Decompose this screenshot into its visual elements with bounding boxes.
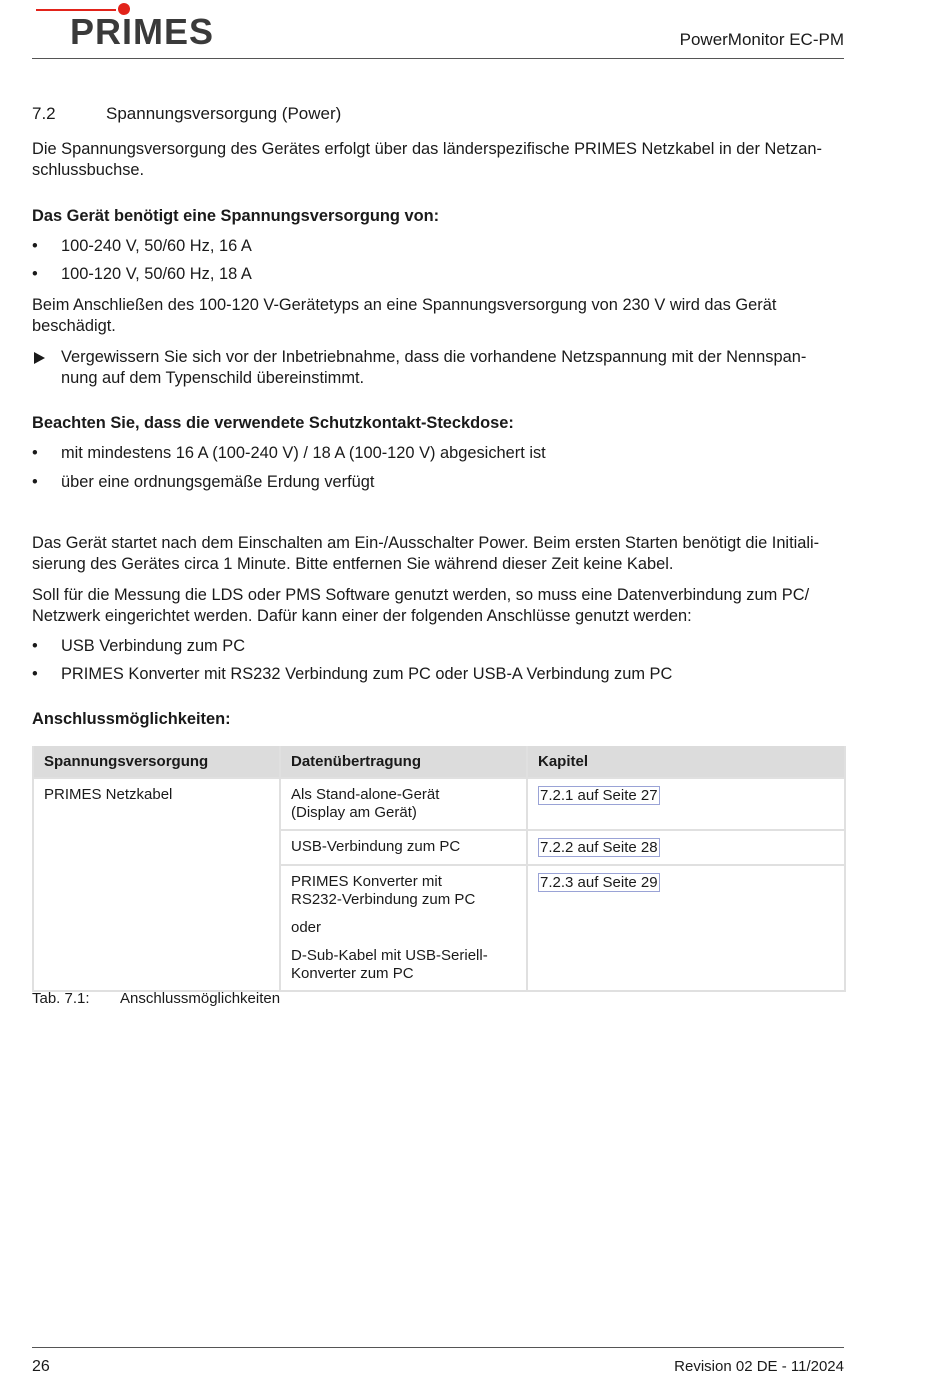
chapter-cell bbox=[527, 830, 845, 865]
list-item-text: USB Verbindung zum PC bbox=[61, 637, 246, 655]
transfer-cell bbox=[280, 865, 527, 991]
table-row bbox=[33, 778, 845, 830]
chapter-link[interactable]: 7.2.2 auf Seite 28 bbox=[540, 839, 658, 856]
cell-line: PRIMES Konverter mit bbox=[291, 873, 442, 890]
software-line: Soll für die Messung die LDS oder PMS Software genutzt werden, so muss eine Datenverbindung zum PC/ bbox=[32, 586, 810, 604]
cell-paragraph bbox=[291, 947, 516, 983]
cell-line: D-Sub-Kabel mit USB-Seriell- bbox=[291, 947, 488, 964]
bullet: • bbox=[32, 637, 38, 655]
table-caption-label: Tab. 7.1: bbox=[32, 990, 90, 1007]
column-header: Spannungsversorgung bbox=[33, 746, 280, 778]
revision-label: Revision 02 DE - 11/2024 bbox=[674, 1358, 844, 1375]
transfer-cell bbox=[280, 778, 527, 830]
list-item-text: 100-120 V, 50/60 Hz, 18 A bbox=[61, 265, 252, 283]
column-header: Kapitel bbox=[527, 746, 845, 778]
bullet: • bbox=[32, 473, 38, 491]
warning-line: Beim Anschließen des 100-120 V-Gerätetyps an eine Spannungsversorgung von 230 V wird das Gerät bbox=[32, 296, 777, 314]
page-number: 26 bbox=[32, 1358, 50, 1375]
bullet: • bbox=[32, 265, 38, 283]
list-item-text: PRIMES Konverter mit RS232 Verbindung zum PC oder USB-A Verbindung zum PC bbox=[61, 665, 673, 683]
startup-paragraph bbox=[32, 533, 844, 575]
startup-line: Das Gerät startet nach dem Einschalten am Ein-/Ausschalter Power. Beim ersten Starten benötigt die Initiali- bbox=[32, 534, 820, 552]
header-divider bbox=[32, 58, 844, 59]
chapter-link[interactable]: 7.2.1 auf Seite 27 bbox=[540, 787, 658, 804]
software-line: Netzwerk eingerichtet werden. Dafür kann einer der folgenden Anschlüsse genutzt werden: bbox=[32, 607, 692, 625]
supply-cell: PRIMES Netzkabel bbox=[33, 778, 280, 991]
instruction-text bbox=[61, 347, 841, 389]
chapter-link[interactable]: 7.2.3 auf Seite 29 bbox=[540, 874, 658, 891]
document-title: PowerMonitor EC-PM bbox=[679, 30, 844, 49]
cell-line: Als Stand-alone-Gerät bbox=[291, 786, 440, 803]
warning-line: beschädigt. bbox=[32, 317, 116, 335]
socket-heading: Beachten Sie, dass die verwendete Schutzkontakt-Steckdose: bbox=[32, 414, 514, 432]
bullet: • bbox=[32, 665, 38, 683]
software-paragraph bbox=[32, 585, 844, 627]
cell-paragraph bbox=[291, 873, 516, 909]
section-number: 7.2 bbox=[32, 104, 56, 123]
cell-or: oder bbox=[291, 919, 322, 936]
instruction-line: Vergewissern Sie sich vor der Inbetriebnahme, dass die vorhandene Netzspannung mit der Nennspan- bbox=[61, 348, 807, 366]
list-item-text: über eine ordnungsgemäße Erdung verfügt bbox=[61, 473, 375, 491]
column-header: Datenübertragung bbox=[280, 746, 527, 778]
cell-line: RS232-Verbindung zum PC bbox=[291, 891, 476, 908]
supply-heading: Das Gerät benötigt eine Spannungsversorgung von: bbox=[32, 207, 440, 225]
bullet: • bbox=[32, 237, 38, 255]
connection-options-table bbox=[32, 746, 846, 992]
logo-text: PRIMES bbox=[70, 11, 215, 52]
cell-line: USB-Verbindung zum PC bbox=[291, 838, 461, 855]
startup-line: sierung des Gerätes circa 1 Minute. Bitte entfernen Sie während dieser Zeit keine Kabel. bbox=[32, 555, 674, 573]
transfer-cell bbox=[280, 830, 527, 865]
list-item-text: mit mindestens 16 A (100-240 V) / 18 A (100-120 V) abgesichert ist bbox=[61, 444, 546, 462]
intro-line: schlussbuchse. bbox=[32, 161, 145, 179]
instruction-line: nung auf dem Typenschild übereinstimmt. bbox=[61, 369, 365, 387]
cell-line: Konverter zum PC bbox=[291, 965, 414, 982]
cell-line: (Display am Gerät) bbox=[291, 804, 417, 821]
chapter-cell bbox=[527, 778, 845, 830]
list-item-text: 100-240 V, 50/60 Hz, 16 A bbox=[61, 237, 252, 255]
section-title: Spannungsversorgung (Power) bbox=[106, 104, 342, 123]
table-header-row bbox=[33, 746, 845, 778]
footer-divider bbox=[32, 1347, 844, 1348]
bullet: • bbox=[32, 444, 38, 462]
warning-paragraph bbox=[32, 295, 844, 337]
chapter-cell bbox=[527, 865, 845, 991]
options-heading: Anschlussmöglichkeiten: bbox=[32, 710, 231, 728]
intro-line: Die Spannungsversorgung des Gerätes erfolgt über das länderspezifische PRIMES Netzkabel in der Netzan- bbox=[32, 140, 822, 158]
instruction-arrow-icon bbox=[34, 352, 45, 364]
intro-paragraph bbox=[32, 139, 844, 181]
table-caption-text: Anschlussmöglichkeiten bbox=[120, 990, 281, 1007]
